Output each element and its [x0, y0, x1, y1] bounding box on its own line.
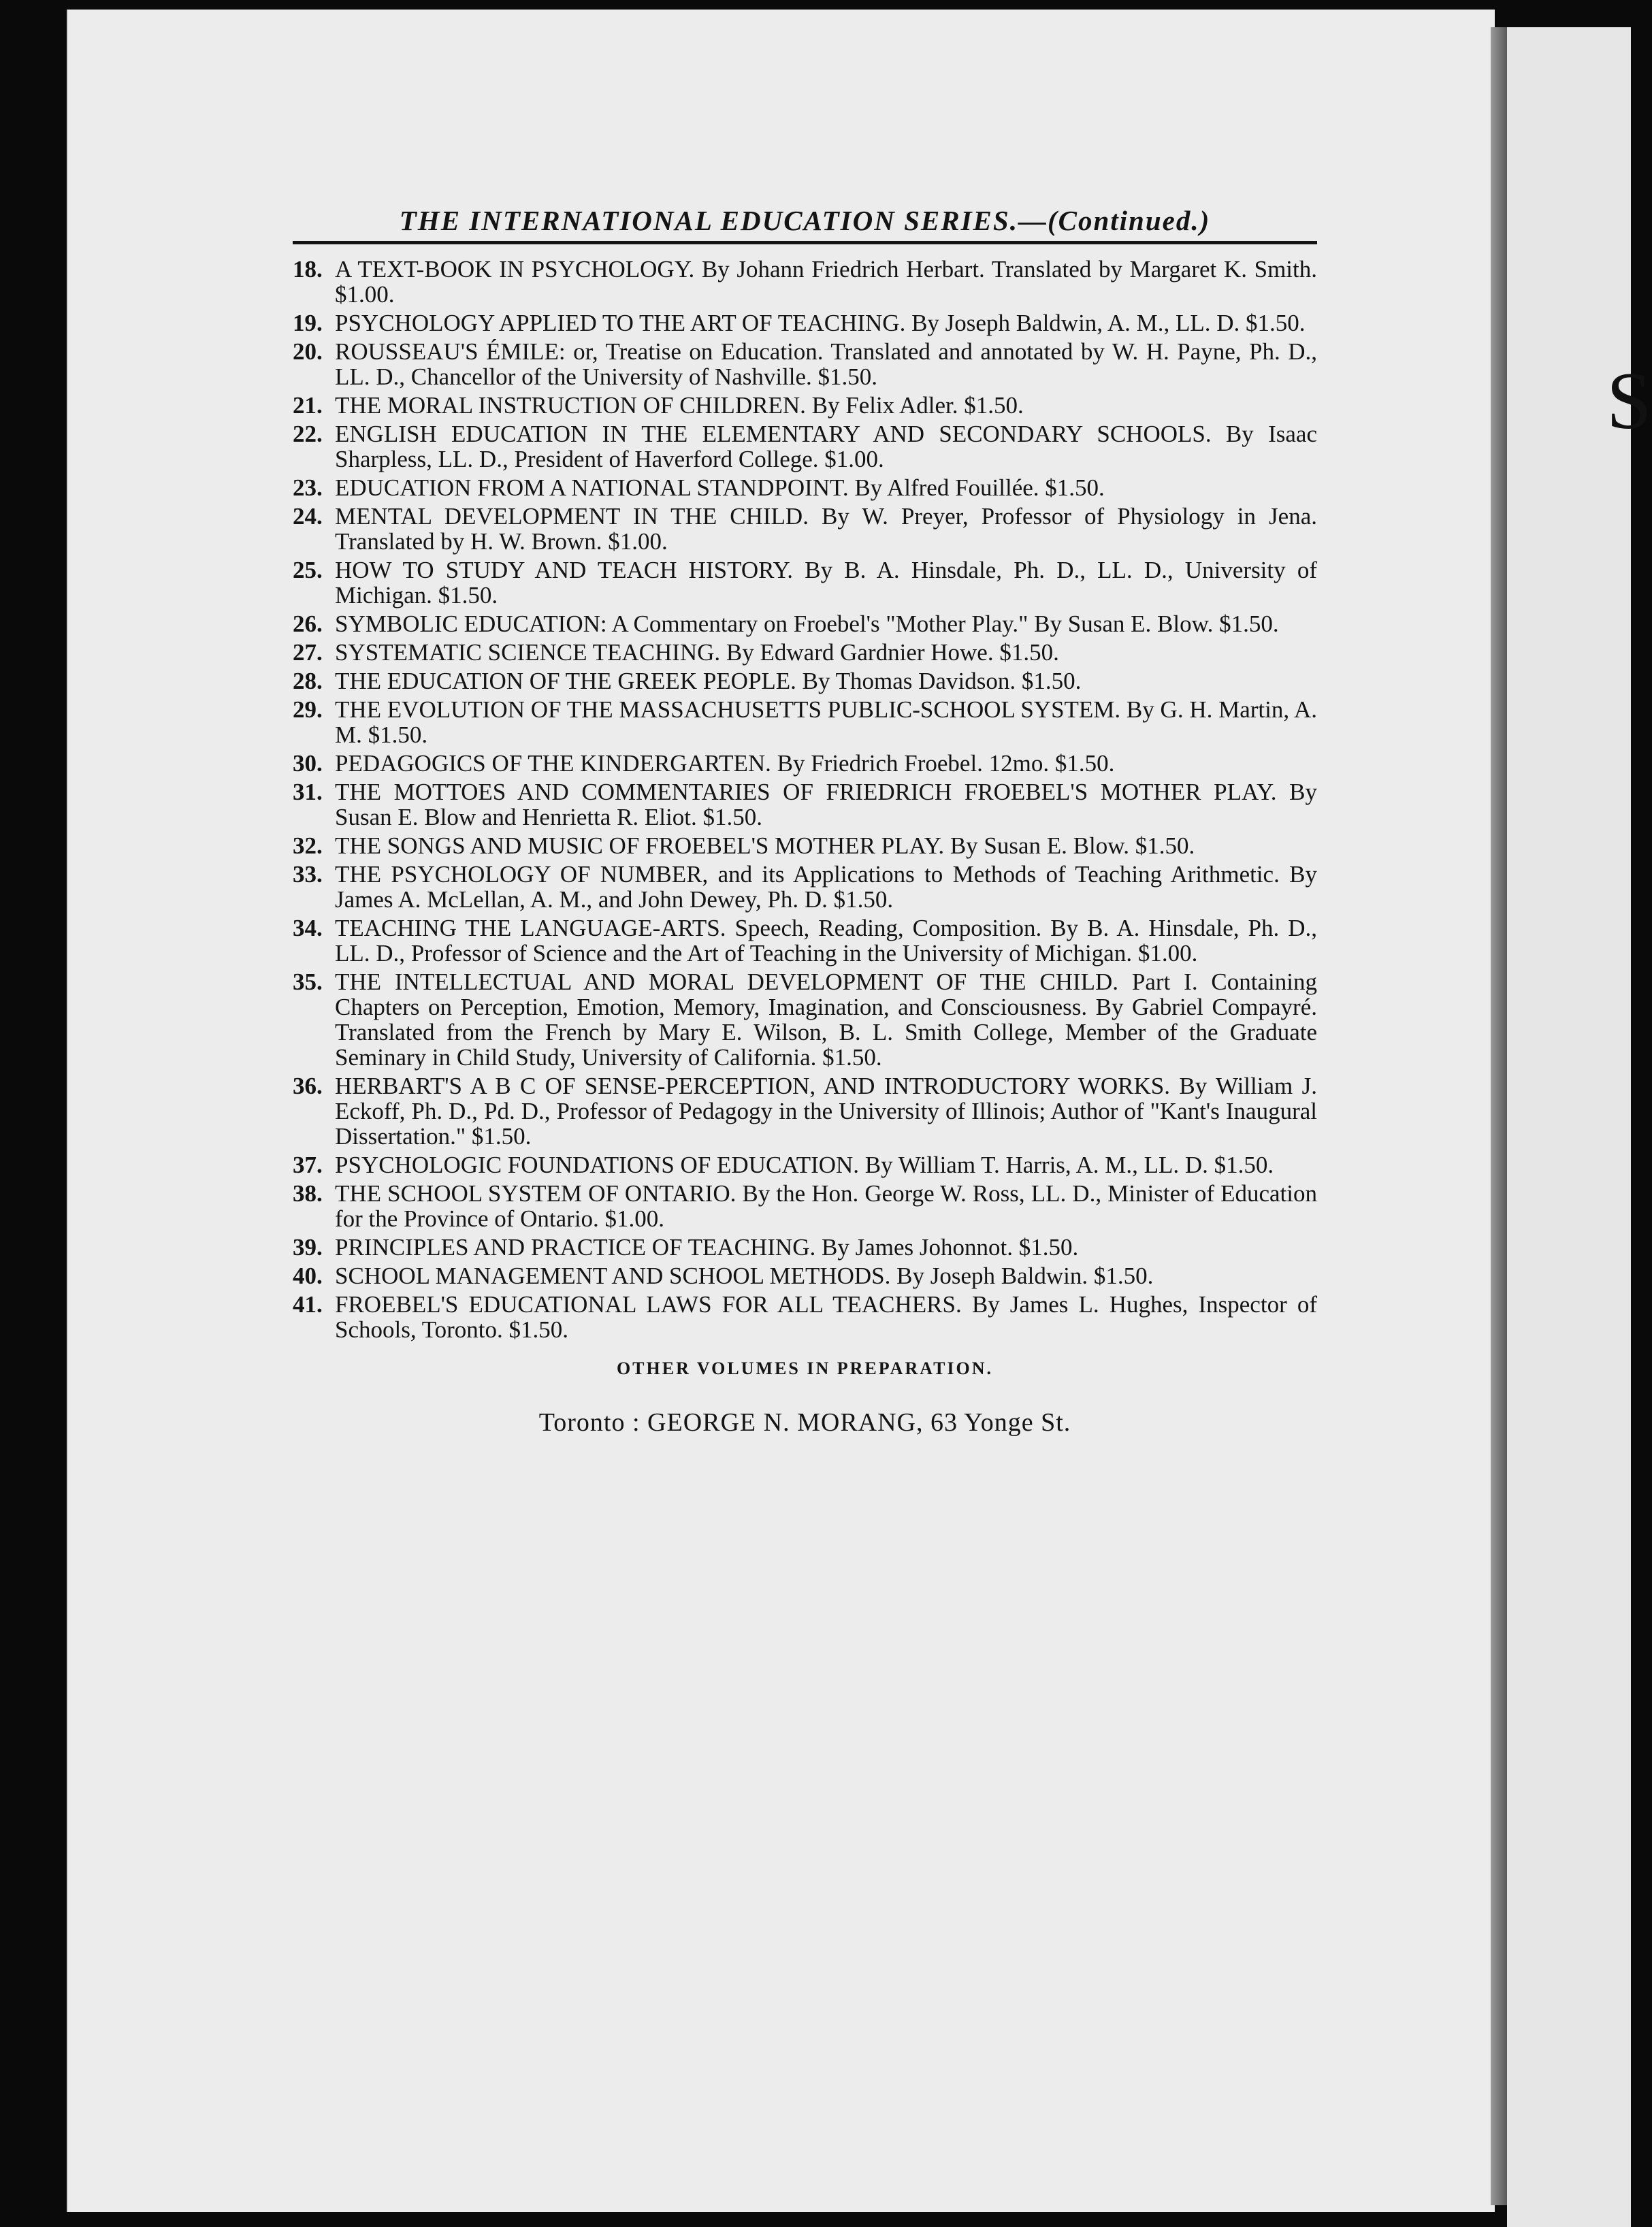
entry-item	[293, 1292, 1317, 1342]
entry-text: THE INTELLECTUAL AND MORAL DEVELOPMENT OF THE CHILD. Part I. Containing Chapters on Perception, Emotion, Memory, Imagination, and Consciousness. By Gabriel Compayré. Translated from the French by Mary E. Wilson, B. L. Smith College, Member of the Graduate Seminary in Child Study, University of California. $1.50.	[335, 969, 1317, 1071]
entry-item	[293, 1073, 1317, 1149]
entry-number: 26.	[293, 611, 323, 637]
entry-item	[293, 1152, 1317, 1177]
entry-number: 31.	[293, 779, 323, 805]
entry-number: 20.	[293, 338, 323, 365]
entry-item	[293, 421, 1317, 472]
entry-text: ENGLISH EDUCATION IN THE ELEMENTARY AND SECONDARY SCHOOLS. By Isaac Sharpless, LL. D., President of Haverford College. $1.00.	[335, 421, 1317, 472]
entry-number: 28.	[293, 668, 323, 694]
entry-number: 34.	[293, 915, 323, 941]
entry-number: 25.	[293, 557, 323, 583]
entry-text: SCHOOL MANAGEMENT AND SCHOOL METHODS. By Joseph Baldwin. $1.50.	[335, 1263, 1154, 1289]
page-content	[293, 204, 1317, 1437]
entry-text: A TEXT-BOOK IN PSYCHOLOGY. By Johann Friedrich Herbart. Translated by Margaret K. Smith. $1.00.	[335, 256, 1317, 308]
entry-item	[293, 504, 1317, 554]
entry-item	[293, 697, 1317, 747]
entry-text: SYMBOLIC EDUCATION: A Commentary on Froebel's "Mother Play." By Susan E. Blow. $1.50.	[335, 611, 1279, 637]
entry-item	[293, 668, 1317, 694]
entry-item	[293, 393, 1317, 418]
entry-text: THE SCHOOL SYSTEM OF ONTARIO. By the Hon. George W. Ross, LL. D., Minister of Education for the Province of Ontario. $1.00.	[335, 1180, 1317, 1232]
entry-item	[293, 915, 1317, 966]
entry-number: 38.	[293, 1180, 323, 1207]
entry-text: HERBART'S A B C OF SENSE-PERCEPTION, AND INTRODUCTORY WORKS. By William J. Eckoff, Ph. D., Pd. D., Professor of Pedagogy in the University of Illinois; Author of "Kant's Inaugural Dissertation." $1.50.	[335, 1073, 1317, 1150]
entry-number: 33.	[293, 861, 323, 888]
entry-item	[293, 257, 1317, 307]
entry-text: PSYCHOLOGIC FOUNDATIONS OF EDUCATION. By William T. Harris, A. M., LL. D. $1.50.	[335, 1152, 1274, 1178]
entry-item	[293, 1235, 1317, 1260]
entry-text: MENTAL DEVELOPMENT IN THE CHILD. By W. Preyer, Professor of Physiology in Jena. Translated by H. W. Brown. $1.00.	[335, 503, 1317, 555]
entry-list	[293, 257, 1317, 1342]
entry-text: THE MORAL INSTRUCTION OF CHILDREN. By Felix Adler. $1.50.	[335, 392, 1024, 419]
entry-text: THE PSYCHOLOGY OF NUMBER, and its Applications to Methods of Teaching Arithmetic. By James A. McLellan, A. M., and John Dewey, Ph. D. $1.50.	[335, 861, 1317, 913]
entry-text: PSYCHOLOGY APPLIED TO THE ART OF TEACHING. By Joseph Baldwin, A. M., LL. D. $1.50.	[335, 310, 1306, 336]
entry-number: 23.	[293, 474, 323, 501]
entry-number: 21.	[293, 392, 323, 419]
entry-item	[293, 833, 1317, 858]
entry-number: 22.	[293, 421, 323, 447]
entry-text: FROEBEL'S EDUCATIONAL LAWS FOR ALL TEACHERS. By James L. Hughes, Inspector of Schools, Toronto. $1.50.	[335, 1291, 1317, 1343]
series-header: THE INTERNATIONAL EDUCATION SERIES.—(Continued.)	[293, 204, 1317, 244]
entry-text: THE EDUCATION OF THE GREEK PEOPLE. By Thomas Davidson. $1.50.	[335, 668, 1082, 694]
entry-item	[293, 611, 1317, 636]
entry-item	[293, 1263, 1317, 1288]
footnote: OTHER VOLUMES IN PREPARATION.	[616, 1359, 994, 1378]
entry-text: SYSTEMATIC SCIENCE TEACHING. By Edward Gardnier Howe. $1.50.	[335, 639, 1059, 666]
entry-text: THE SONGS AND MUSIC OF FROEBEL'S MOTHER PLAY. By Susan E. Blow. $1.50.	[335, 832, 1195, 859]
entry-number: 29.	[293, 696, 323, 723]
entry-item	[293, 751, 1317, 776]
entry-text: EDUCATION FROM A NATIONAL STANDPOINT. By Alfred Fouillée. $1.50.	[335, 474, 1105, 501]
entry-item	[293, 779, 1317, 830]
entry-number: 30.	[293, 750, 323, 777]
entry-number: 35.	[293, 969, 323, 995]
entry-item	[293, 557, 1317, 608]
entry-number: 41.	[293, 1291, 323, 1318]
entry-text: THE EVOLUTION OF THE MASSACHUSETTS PUBLIC-SCHOOL SYSTEM. By G. H. Martin, A. M. $1.50.	[335, 696, 1317, 748]
entry-item	[293, 640, 1317, 665]
entry-item	[293, 969, 1317, 1070]
publisher-imprint: Toronto : GEORGE N. MORANG, 63 Yonge St.	[538, 1408, 1071, 1437]
entry-text: TEACHING THE LANGUAGE-ARTS. Speech, Reading, Composition. By B. A. Hinsdale, Ph. D., LL. D., Professor of Science and the Art of Teaching in the University of Michigan. $1.00.	[335, 915, 1317, 966]
entry-number: 39.	[293, 1234, 323, 1261]
entry-number: 24.	[293, 503, 323, 530]
entry-number: 37.	[293, 1152, 323, 1178]
entry-text: HOW TO STUDY AND TEACH HISTORY. By B. A. Hinsdale, Ph. D., LL. D., University of Michigan. $1.50.	[335, 557, 1317, 608]
entry-item	[293, 310, 1317, 336]
entry-item	[293, 862, 1317, 912]
entry-number: 19.	[293, 310, 323, 336]
entry-number: 36.	[293, 1073, 323, 1099]
facing-page-letter: S	[1606, 355, 1652, 446]
entry-text: PEDAGOGICS OF THE KINDERGARTEN. By Friedrich Froebel. 12mo. $1.50.	[335, 750, 1115, 777]
entry-number: 32.	[293, 832, 323, 859]
entry-number: 40.	[293, 1263, 323, 1289]
entry-number: 18.	[293, 256, 323, 282]
entry-text: THE MOTTOES AND COMMENTARIES OF FRIEDRICH FROEBEL'S MOTHER PLAY. By Susan E. Blow and Henrietta R. Eliot. $1.50.	[335, 779, 1317, 830]
entry-number: 27.	[293, 639, 323, 666]
entry-item	[293, 339, 1317, 389]
entry-text: PRINCIPLES AND PRACTICE OF TEACHING. By James Johonnot. $1.50.	[335, 1234, 1079, 1261]
book-spine-shadow	[1491, 27, 1507, 2205]
entry-text: ROUSSEAU'S ÉMILE: or, Treatise on Education. Translated and annotated by W. H. Payne, Ph. D., LL. D., Chancellor of the University of Nashville. $1.50.	[335, 338, 1317, 390]
entry-item	[293, 475, 1317, 500]
entry-item	[293, 1181, 1317, 1231]
